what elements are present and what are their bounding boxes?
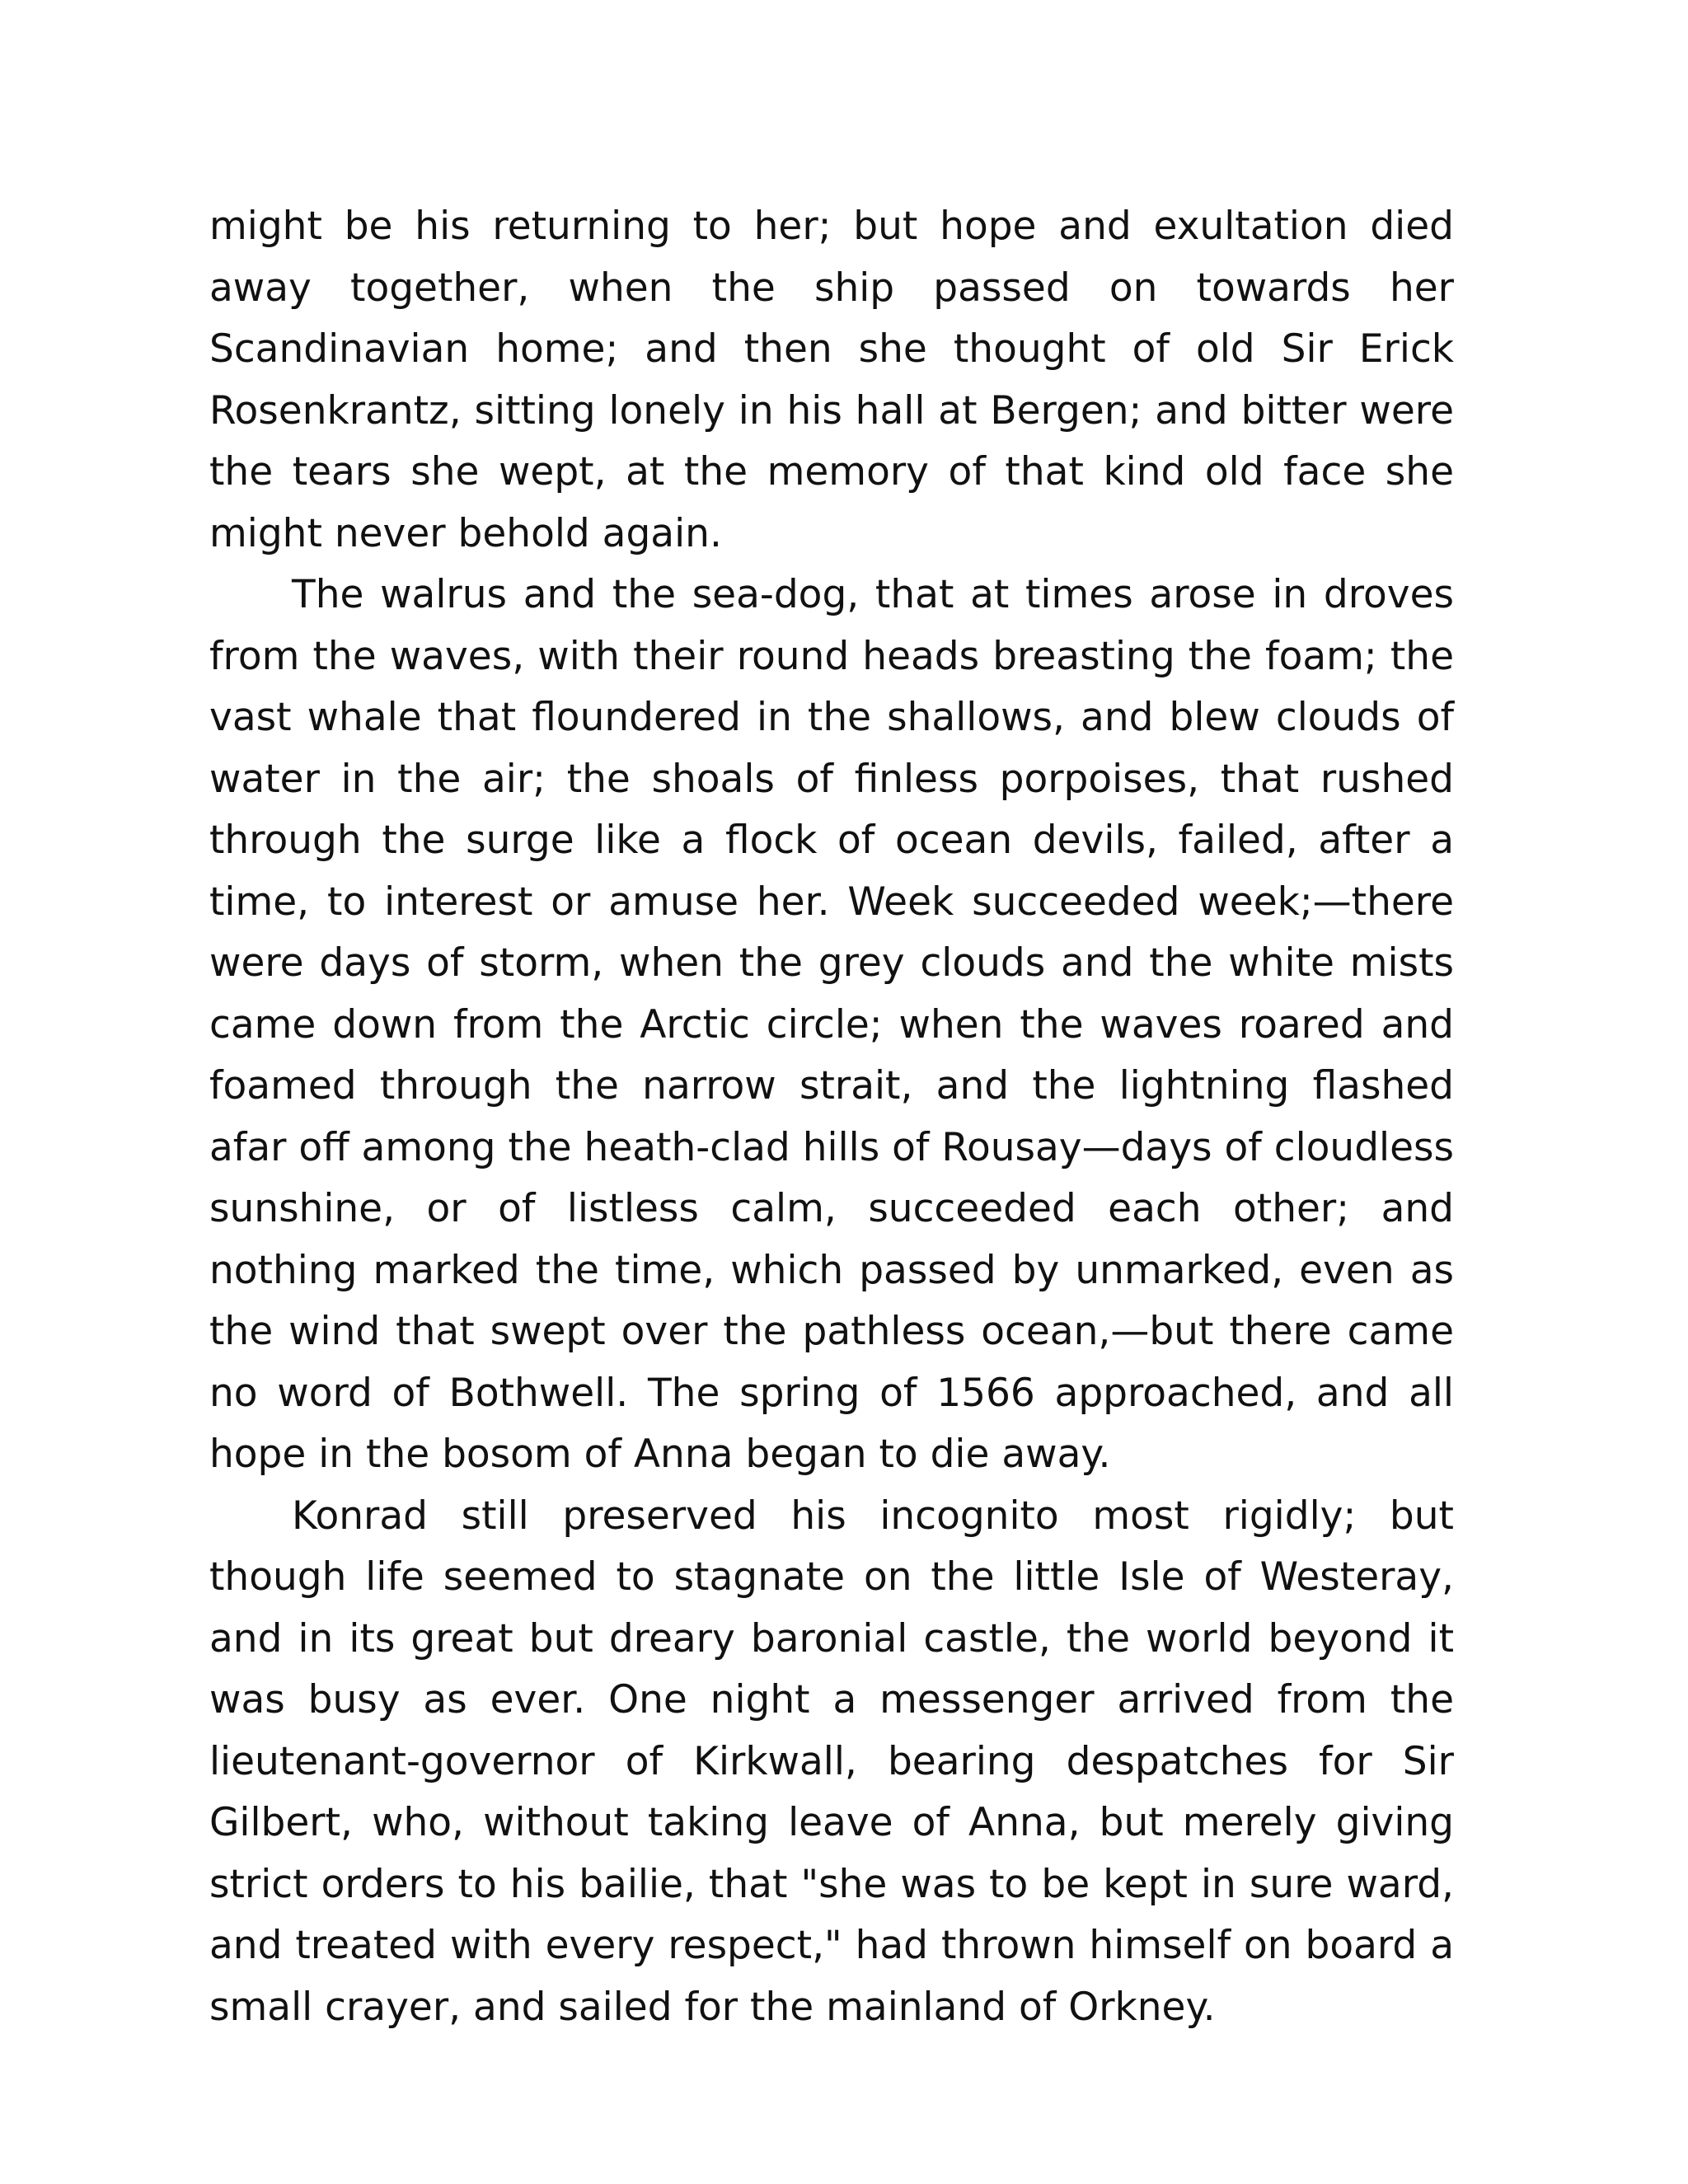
page-text [209, 196, 1454, 2038]
paragraph-continuation: might be his returning to her; but hope and exultation died away together, when the ship passed on towards her Scandinavian home; and then she thought of old Sir Erick Rosenkrantz, sitting lonely in his hall at Bergen; and bitter were the tears she wept, at the memory of that kind old face she might never behold again. [209, 204, 1454, 556]
paragraph-walrus: The walrus and the sea-dog, that at times arose in droves from the waves, with their round heads breasting the foam; the vast whale that floundered in the shallows, and blew clouds of water in the air; the shoals of finless porpoises, that rushed through the surge like a flock of ocean devils, failed, after a time, to interest or amuse her. Week succeeded week;—there were days of storm, when the grey clouds and the white mists came down from the Arctic circle; when the waves roared and foamed through the narrow strait, and the lightning flashed afar off among the heath-clad hills of Rousay—days of cloudless sunshine, or of listless calm, succeeded each other; and nothing marked the time, which passed by unmarked, even as the wind that swept over the pathless ocean,—but there came no word of Bothwell. The spring of 1566 approached, and all hope in the bosom of Anna began to die away. [209, 572, 1454, 1477]
paragraph-konrad: Konrad still preserved his incognito most rigidly; but though life seemed to stagnate on the little Isle of Westeray, and in its great but dreary baronial castle, the world beyond it was busy as ever. One night a messenger arrived from the lieutenant-governor of Kirkwall, bearing despatches for Sir Gilbert, who, without taking leave of Anna, but merely giving strict orders to his bailie, that "she was to be kept in sure ward, and treated with every respect," had thrown himself on board a small crayer, and sailed for the mainland of Orkney. [209, 1493, 1454, 2030]
